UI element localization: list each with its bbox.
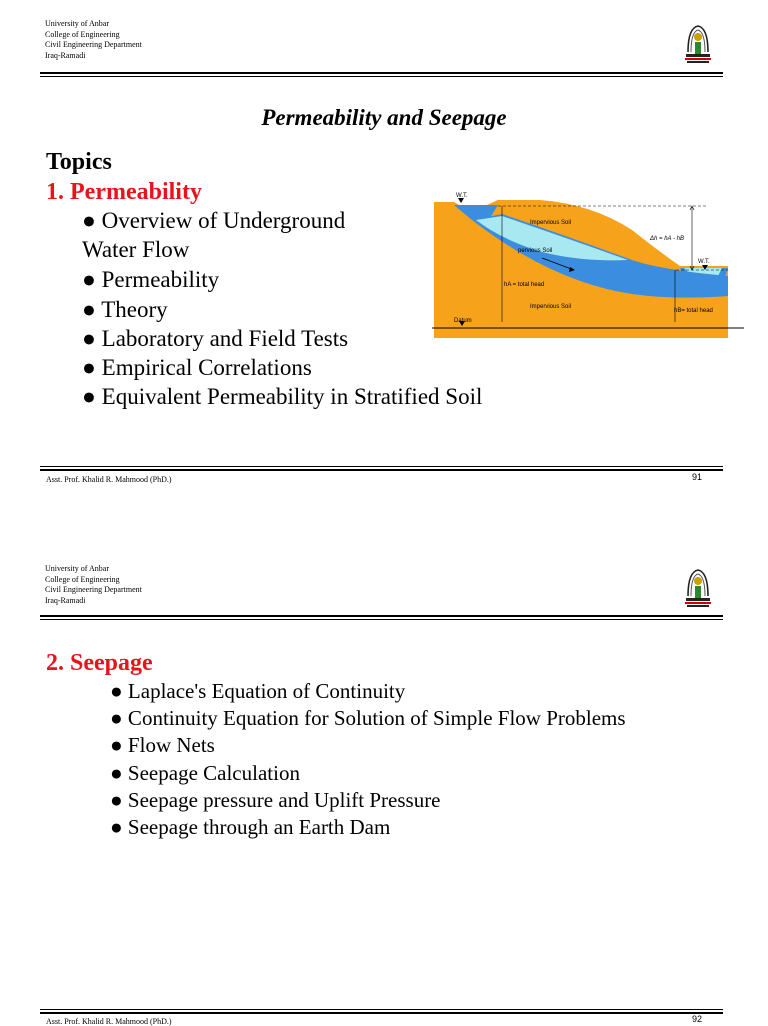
list-item: ● Permeability [82, 267, 220, 292]
header-line: College of Engineering [45, 574, 120, 584]
page-title: Permeability and Seepage [261, 105, 507, 130]
list-item: ● Flow Nets [110, 733, 215, 757]
page-number: 92 [692, 1014, 703, 1024]
list-item: ● Overview of Underground [82, 208, 346, 233]
impervious-top-label: Impervious Soil [530, 220, 572, 226]
page-number: 91 [692, 472, 703, 482]
university-logo-icon [682, 22, 714, 68]
wt-left-label: W.T. [456, 193, 468, 199]
header-line: Civil Engineering Department [45, 40, 142, 49]
header-rule-thin [40, 76, 723, 77]
footer-author: Asst. Prof. Khalid R. Mahmood (PhD.) [46, 475, 172, 484]
datum-label: Datum [454, 318, 472, 324]
header-line: University of Anbar [45, 19, 109, 28]
header-line: University of Anbar [45, 564, 109, 573]
list-item: ● Theory [82, 297, 168, 322]
header-line: Iraq-Ramadi [45, 595, 86, 605]
list-item: ● Laboratory and Field Tests [82, 326, 349, 351]
delta-h-label: Δh = hA - hB [650, 236, 684, 242]
list-item: ● Seepage Calculation [110, 761, 300, 785]
footer-rule [40, 1012, 723, 1014]
header-rule [40, 615, 723, 617]
section-heading-permeability: 1. Permeability [46, 179, 202, 205]
impervious-bottom-label: Impervious Soil [530, 304, 572, 310]
footer-rule-thin [40, 466, 723, 467]
header-line: Civil Engineering Department [45, 585, 142, 594]
wt-right-label: W.T. [698, 259, 710, 265]
header-line: Iraq-Ramadi [45, 50, 86, 60]
list-item: ● Seepage through an Earth Dam [110, 815, 391, 839]
pervious-label: pervious Soil [518, 248, 553, 254]
list-item: Water Flow [82, 237, 190, 262]
header-rule [40, 72, 723, 74]
list-item: ● Seepage pressure and Uplift Pressure [110, 788, 441, 812]
head-a-label: hA = total head [504, 282, 545, 288]
list-item: ● Laplace's Equation of Continuity [110, 679, 406, 703]
university-logo-icon [682, 566, 714, 612]
list-item: ● Equivalent Permeability in Stratified Soil [82, 384, 483, 409]
footer-author: Asst. Prof. Khalid R. Mahmood (PhD.) [46, 1017, 172, 1026]
page1-header [45, 19, 142, 61]
list-item: ● Continuity Equation for Solution of Simple Flow Problems [110, 706, 626, 730]
page2-header [45, 564, 142, 606]
list-item: ● Empirical Correlations [82, 355, 312, 380]
footer-rule [40, 469, 723, 471]
head-b-label: hB= total head [674, 308, 713, 314]
footer-rule-thin [40, 1009, 723, 1010]
topics-heading: Topics [46, 149, 112, 175]
seepage-diagram [432, 190, 744, 340]
header-rule-thin [40, 619, 723, 620]
header-line: College of Engineering [45, 29, 120, 39]
section-heading-seepage: 2. Seepage [46, 650, 153, 676]
